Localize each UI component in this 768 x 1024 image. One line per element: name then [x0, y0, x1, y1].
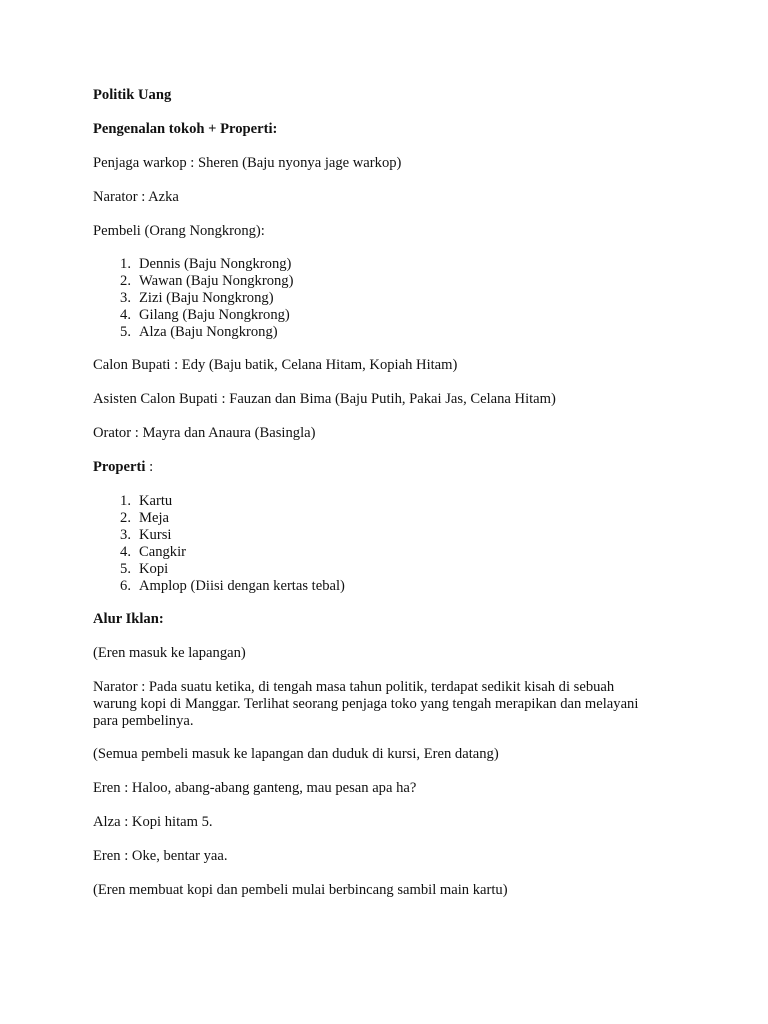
list-text: Wawan (Baju Nongkrong)	[139, 273, 294, 289]
list-number: 3.	[120, 290, 131, 306]
list-number: 1.	[120, 256, 131, 272]
list-text: Kartu	[139, 493, 173, 509]
list-number: 4.	[120, 307, 131, 323]
section-heading-tokoh: Pengenalan tokoh + Properti:	[93, 121, 278, 137]
list-text: Zizi (Baju Nongkrong)	[139, 290, 274, 306]
alur-paragraph-line: Narator : Pada suatu ketika, di tengah masa tahun politik, terdapat sedikit kisah di sebuah	[93, 679, 615, 695]
alur-paragraph: (Eren membuat kopi dan pembeli mulai berbincang sambil main kartu)	[93, 882, 508, 898]
section-heading-alur: Alur Iklan:	[93, 611, 164, 627]
alur-dialogue: Alza : Kopi hitam 5.	[93, 814, 213, 830]
list-number: 2.	[120, 273, 131, 289]
pembeli-label: Pembeli (Orang Nongkrong):	[93, 223, 265, 239]
document-title: Politik Uang	[93, 87, 172, 103]
list-number: 2.	[120, 510, 131, 526]
list-text: Kursi	[139, 527, 172, 543]
alur-paragraph: (Eren masuk ke lapangan)	[93, 645, 246, 661]
list-number: 3.	[120, 527, 131, 543]
calon-bupati-line: Calon Bupati : Edy (Baju batik, Celana Hitam, Kopiah Hitam)	[93, 357, 458, 373]
list-number: 1.	[120, 493, 131, 509]
section-heading-properti	[93, 459, 153, 476]
alur-paragraph: (Semua pembeli masuk ke lapangan dan duduk di kursi, Eren datang)	[93, 746, 499, 762]
orator-line: Orator : Mayra dan Anaura (Basingla)	[93, 425, 316, 441]
list-number: 6.	[120, 578, 131, 594]
alur-dialogue: Eren : Oke, bentar yaa.	[93, 848, 228, 864]
list-text: Alza (Baju Nongkrong)	[139, 324, 278, 340]
penjaga-line: Penjaga warkop : Sheren (Baju nyonya jage warkop)	[93, 155, 402, 171]
list-number: 4.	[120, 544, 131, 560]
list-text: Dennis (Baju Nongkrong)	[139, 256, 292, 272]
list-text: Amplop (Diisi dengan kertas tebal)	[139, 578, 345, 594]
list-number: 5.	[120, 561, 131, 577]
alur-dialogue: Eren : Haloo, abang-abang ganteng, mau pesan apa ha?	[93, 780, 417, 796]
list-text: Meja	[139, 510, 169, 526]
asisten-line: Asisten Calon Bupati : Fauzan dan Bima (Baju Putih, Pakai Jas, Celana Hitam)	[93, 391, 556, 407]
narator-line: Narator : Azka	[93, 189, 179, 205]
list-text: Kopi	[139, 561, 169, 577]
list-number: 5.	[120, 324, 131, 340]
alur-paragraph-line: warung kopi di Manggar. Terlihat seorang penjaga toko yang tengah merapikan dan melayani	[93, 696, 639, 712]
properti-heading-colon: :	[145, 459, 154, 475]
list-text: Gilang (Baju Nongkrong)	[139, 307, 290, 323]
properti-heading-bold: Properti	[93, 459, 146, 475]
list-text: Cangkir	[139, 544, 187, 560]
alur-paragraph-line: para pembelinya.	[93, 713, 194, 729]
